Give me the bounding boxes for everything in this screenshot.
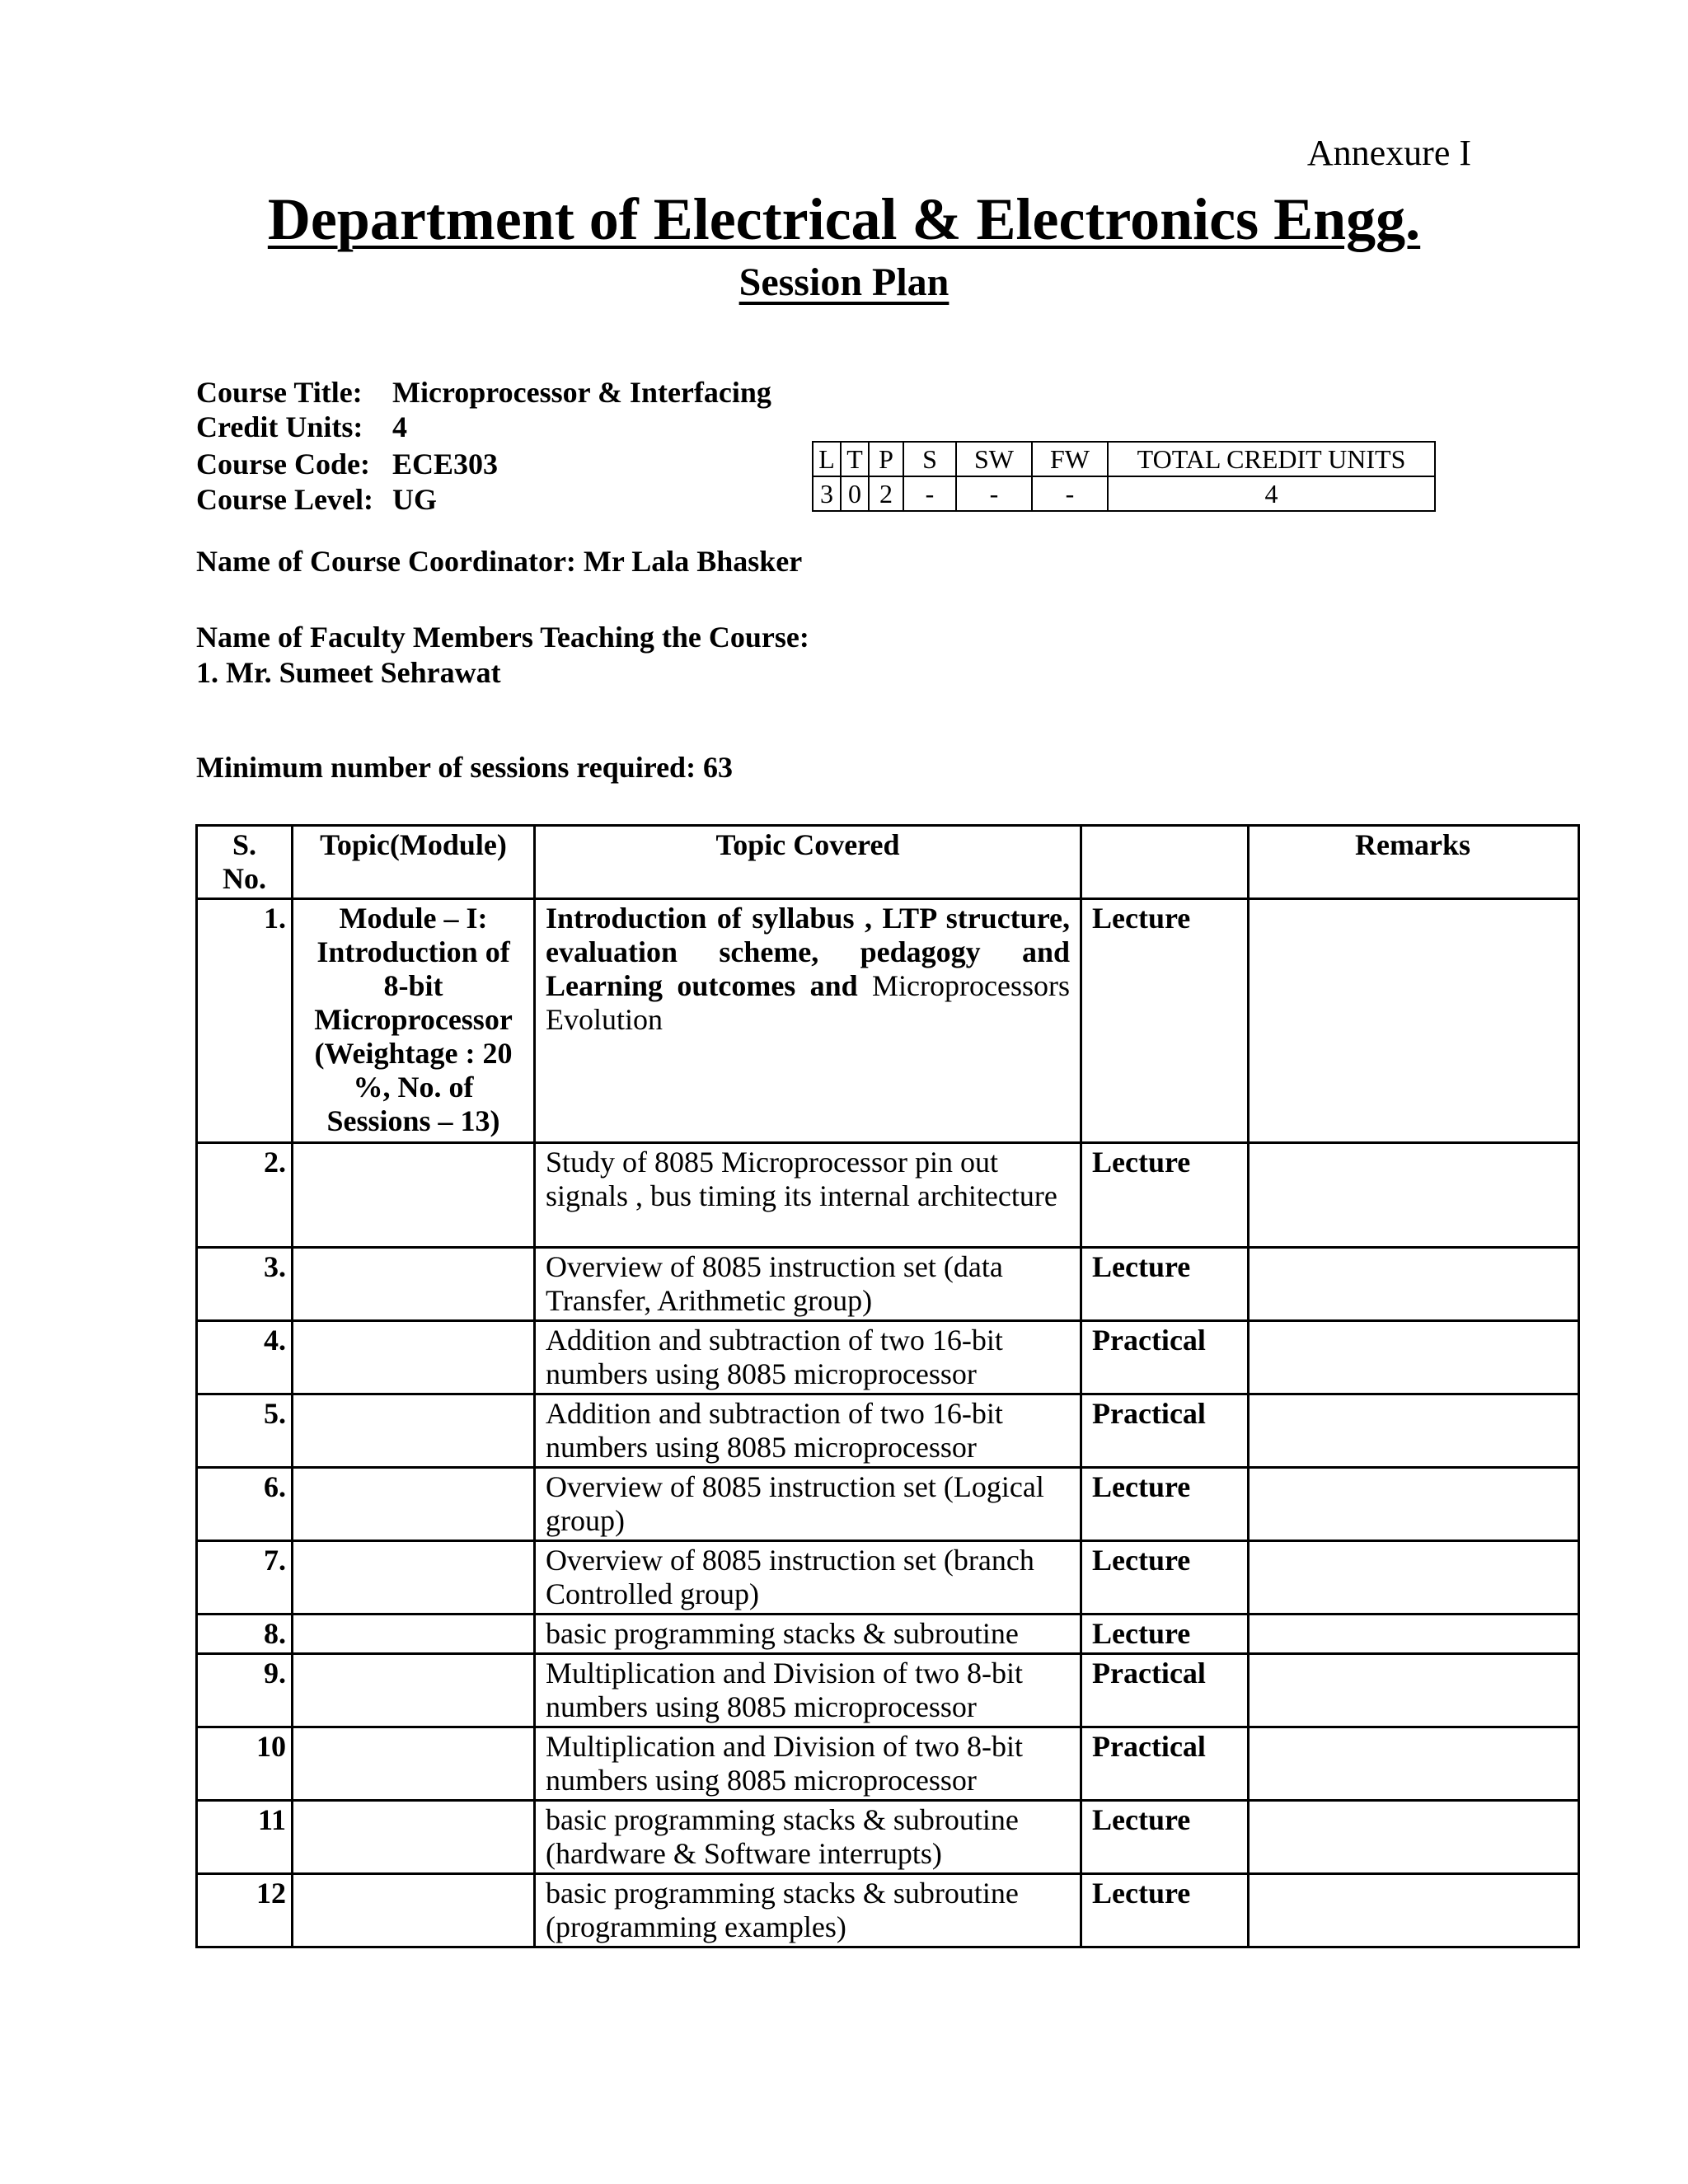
row-type: Lecture [1081, 1874, 1249, 1947]
course-level-value: UG [392, 483, 437, 516]
ltp-value-p: 2 [869, 476, 903, 511]
row-type: Lecture [1081, 1143, 1249, 1248]
table-row [197, 1874, 1579, 1947]
row-type: Lecture [1081, 1615, 1249, 1654]
course-coordinator: Name of Course Coordinator: Mr Lala Bhasker [196, 545, 803, 578]
row-module [293, 1321, 535, 1394]
session-plan-title [0, 260, 1688, 305]
row-sno: 8. [197, 1615, 293, 1654]
table-row [197, 1248, 1579, 1321]
row-type: Practical [1081, 1727, 1249, 1801]
annexure-label: Annexure I [1306, 133, 1471, 173]
course-level-line [196, 482, 437, 517]
ltp-header-sw: SW [956, 442, 1032, 476]
ltp-header-t: T [841, 442, 869, 476]
table-row [197, 1727, 1579, 1801]
header-sno: S. No. [197, 826, 293, 899]
table-row [197, 1801, 1579, 1874]
table-row [197, 1394, 1579, 1468]
ltp-header-row [813, 442, 1435, 476]
row-topic-regular: Microprocessors Evolution [546, 969, 1070, 1036]
row-type: Practical [1081, 1394, 1249, 1468]
ltp-header-l: L [813, 442, 841, 476]
course-title-label: Course Title: [196, 376, 363, 409]
session-plan-title-text: Session Plan [738, 260, 950, 304]
course-code-value: ECE303 [392, 448, 499, 480]
row-topic: Addition and subtraction of two 16-bit numbers using 8085 microprocessor [535, 1394, 1081, 1468]
row-sno: 3. [197, 1248, 293, 1321]
header-remarks: Remarks [1249, 826, 1579, 899]
minimum-sessions: Minimum number of sessions required: 63 [196, 751, 734, 784]
row-topic: Overview of 8085 instruction set (Logical group) [535, 1468, 1081, 1541]
table-row [197, 1143, 1579, 1248]
row-remarks [1249, 1143, 1579, 1248]
course-code-line [196, 447, 498, 481]
table-row [197, 899, 1579, 1143]
row-topic: Study of 8085 Microprocessor pin out signals , bus timing its internal architecture [535, 1143, 1081, 1248]
row-type: Practical [1081, 1321, 1249, 1394]
row-module [293, 1248, 535, 1321]
ltp-value-row [813, 476, 1435, 511]
faculty-heading: Name of Faculty Members Teaching the Course: [196, 621, 809, 654]
row-remarks [1249, 1654, 1579, 1727]
row-topic-bold: Introduction of syllabus , LTP structure, evaluation scheme, pedagogy and Learning outcomes and [546, 902, 1070, 1002]
row-type: Lecture [1081, 1248, 1249, 1321]
ltp-header-fw: FW [1032, 442, 1108, 476]
row-remarks [1249, 1874, 1579, 1947]
row-module [293, 1394, 535, 1468]
row-remarks [1249, 1615, 1579, 1654]
credit-units-line [196, 410, 407, 444]
row-sno: 11 [197, 1801, 293, 1874]
row-remarks [1249, 1727, 1579, 1801]
row-remarks [1249, 1468, 1579, 1541]
ltp-value-s: - [903, 476, 956, 511]
table-row [197, 1654, 1579, 1727]
table-row [197, 1615, 1579, 1654]
row-module [293, 1143, 535, 1248]
course-level-label: Course Level: [196, 483, 373, 516]
faculty-member-1: 1. Mr. Sumeet Sehrawat [196, 656, 501, 689]
row-sno: 7. [197, 1541, 293, 1615]
ltp-value-fw: - [1032, 476, 1108, 511]
table-row [197, 1321, 1579, 1394]
ltp-header-total: TOTAL CREDIT UNITS [1108, 442, 1435, 476]
row-type: Lecture [1081, 1468, 1249, 1541]
row-topic: Overview of 8085 instruction set (branch Controlled group) [535, 1541, 1081, 1615]
table-row [197, 1541, 1579, 1615]
row-module [293, 1727, 535, 1801]
module-cell: Module – I: Introduction of 8-bit Microprocessor (Weightage : 20 %, No. of Sessions – 13) [293, 899, 535, 1143]
row-remarks [1249, 1801, 1579, 1874]
ltp-value-l: 3 [813, 476, 841, 511]
row-type: Lecture [1081, 1801, 1249, 1874]
row-topic [535, 899, 1081, 1143]
ltp-table [812, 441, 1436, 512]
row-remarks [1249, 1394, 1579, 1468]
ltp-value-sw: - [956, 476, 1032, 511]
row-topic: basic programming stacks & subroutine [535, 1615, 1081, 1654]
row-topic: basic programming stacks & subroutine (hardware & Software interrupts) [535, 1801, 1081, 1874]
row-sno: 5. [197, 1394, 293, 1468]
row-module [293, 1874, 535, 1947]
ltp-header-s: S [903, 442, 956, 476]
row-topic: Addition and subtraction of two 16-bit numbers using 8085 microprocessor [535, 1321, 1081, 1394]
row-type: Practical [1081, 1654, 1249, 1727]
row-sno: 2. [197, 1143, 293, 1248]
table-row [197, 1468, 1579, 1541]
credit-units-value: 4 [392, 410, 407, 443]
row-sno: 1. [197, 899, 293, 1143]
row-sno: 10 [197, 1727, 293, 1801]
row-remarks [1249, 1321, 1579, 1394]
session-plan-table [195, 824, 1580, 1948]
ltp-value-t: 0 [841, 476, 869, 511]
row-sno: 4. [197, 1321, 293, 1394]
row-topic: Overview of 8085 instruction set (data Transfer, Arithmetic group) [535, 1248, 1081, 1321]
row-module [293, 1654, 535, 1727]
row-remarks [1249, 899, 1579, 1143]
course-title-value: Microprocessor & Interfacing [392, 376, 771, 409]
row-topic: Multiplication and Division of two 8-bit numbers using 8085 microprocessor [535, 1727, 1081, 1801]
row-remarks [1249, 1248, 1579, 1321]
row-sno: 6. [197, 1468, 293, 1541]
ltp-value-total: 4 [1108, 476, 1435, 511]
department-title [0, 185, 1688, 254]
row-sno: 9. [197, 1654, 293, 1727]
header-topic-module: Topic(Module) [293, 826, 535, 899]
row-module [293, 1615, 535, 1654]
row-type: Lecture [1081, 899, 1249, 1143]
course-title-line [196, 375, 771, 410]
ltp-header-p: P [869, 442, 903, 476]
row-sno: 12 [197, 1874, 293, 1947]
course-code-label: Course Code: [196, 448, 370, 480]
row-module [293, 1468, 535, 1541]
credit-units-label: Credit Units: [196, 410, 363, 443]
row-module [293, 1801, 535, 1874]
row-topic: Multiplication and Division of two 8-bit numbers using 8085 microprocessor [535, 1654, 1081, 1727]
header-type [1081, 826, 1249, 899]
header-topic-covered: Topic Covered [535, 826, 1081, 899]
row-topic: basic programming stacks & subroutine (programming examples) [535, 1874, 1081, 1947]
table-header-row [197, 826, 1579, 899]
row-type: Lecture [1081, 1541, 1249, 1615]
department-title-text: Department of Electrical & Electronics Engg. [267, 186, 1421, 252]
row-module [293, 1541, 535, 1615]
row-remarks [1249, 1541, 1579, 1615]
